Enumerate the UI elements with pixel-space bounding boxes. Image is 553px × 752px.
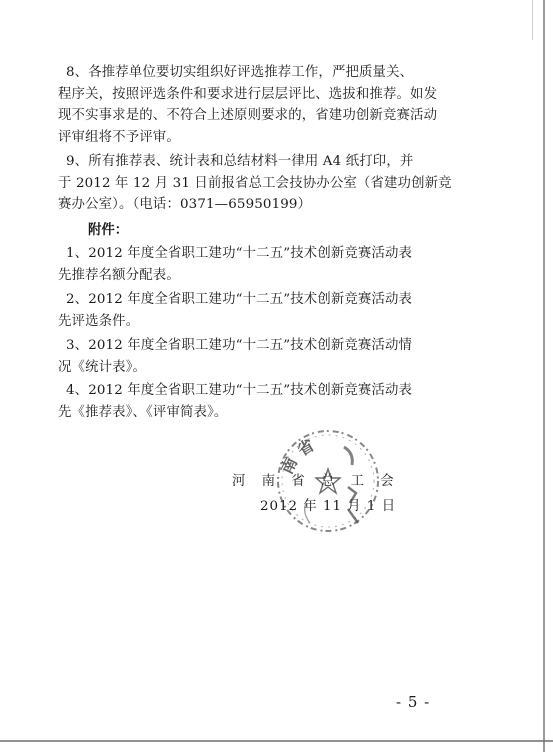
- signature-date: 2012 年 11 月 1 日: [260, 499, 397, 514]
- attachment-2: [58, 289, 488, 332]
- attachment-line: 先评选条件。: [58, 313, 140, 329]
- item-8-line: 程序关，按照评选条件和要求进行层层评比、选拔和推荐。如发: [58, 86, 438, 102]
- scan-edge-bottom: [0, 740, 553, 742]
- attachment-1: [58, 243, 488, 286]
- scan-edge-right: [543, 0, 545, 752]
- item-9-line: 赛办公室）。（电话：0371—65950199）: [58, 197, 312, 213]
- page-number: - 5 -: [396, 693, 431, 711]
- attachment-line: 4、2012 年度全省职工建功“十二五”技术创新竞赛活动表: [66, 383, 413, 398]
- attachment-line: 先推荐名额分配表。: [58, 267, 180, 283]
- attachment-line: 3、2012 年度全省职工建功“十二五”技术创新竞赛活动情: [66, 338, 413, 353]
- item-9-line: 于 2012 年 12 月 31 日前报省总工会技协办公室（省建功创新竞: [58, 175, 452, 191]
- attachment-line: 1、2012 年度全省职工建功“十二五”技术创新竞赛活动表: [66, 246, 413, 261]
- attachment-line: 2、2012 年度全省职工建功“十二五”技术创新竞赛活动表: [66, 292, 413, 307]
- attachment-4: [58, 380, 488, 423]
- signature-organization: 河 南 省 总 工 会: [232, 474, 400, 489]
- item-8-line: 评审组将不予评审。: [58, 129, 180, 145]
- official-seal-stamp: [272, 425, 384, 537]
- attachment-line: 先《推荐表》、《评审简表》。: [58, 404, 228, 420]
- svg-text:南 省: 南 省: [276, 435, 318, 478]
- item-8-paragraph: [58, 62, 488, 148]
- attachment-line: 况《统计表》。: [58, 359, 147, 375]
- attachments-heading: 附件：: [88, 222, 129, 238]
- item-9-line: 9、所有推荐表、统计表和总结材料一律用 A4 纸打印，并: [66, 154, 414, 169]
- item-8-line: 现不实事求是的、不符合上述原则要求的，省建功创新竞赛活动: [58, 108, 438, 124]
- item-9-paragraph: [58, 151, 488, 216]
- attachment-3: [58, 335, 488, 378]
- item-8-line: 8、各推荐单位要切实组织好评选推荐工作，严把质量关、: [66, 65, 414, 80]
- scan-edge-corner: [532, 0, 533, 40]
